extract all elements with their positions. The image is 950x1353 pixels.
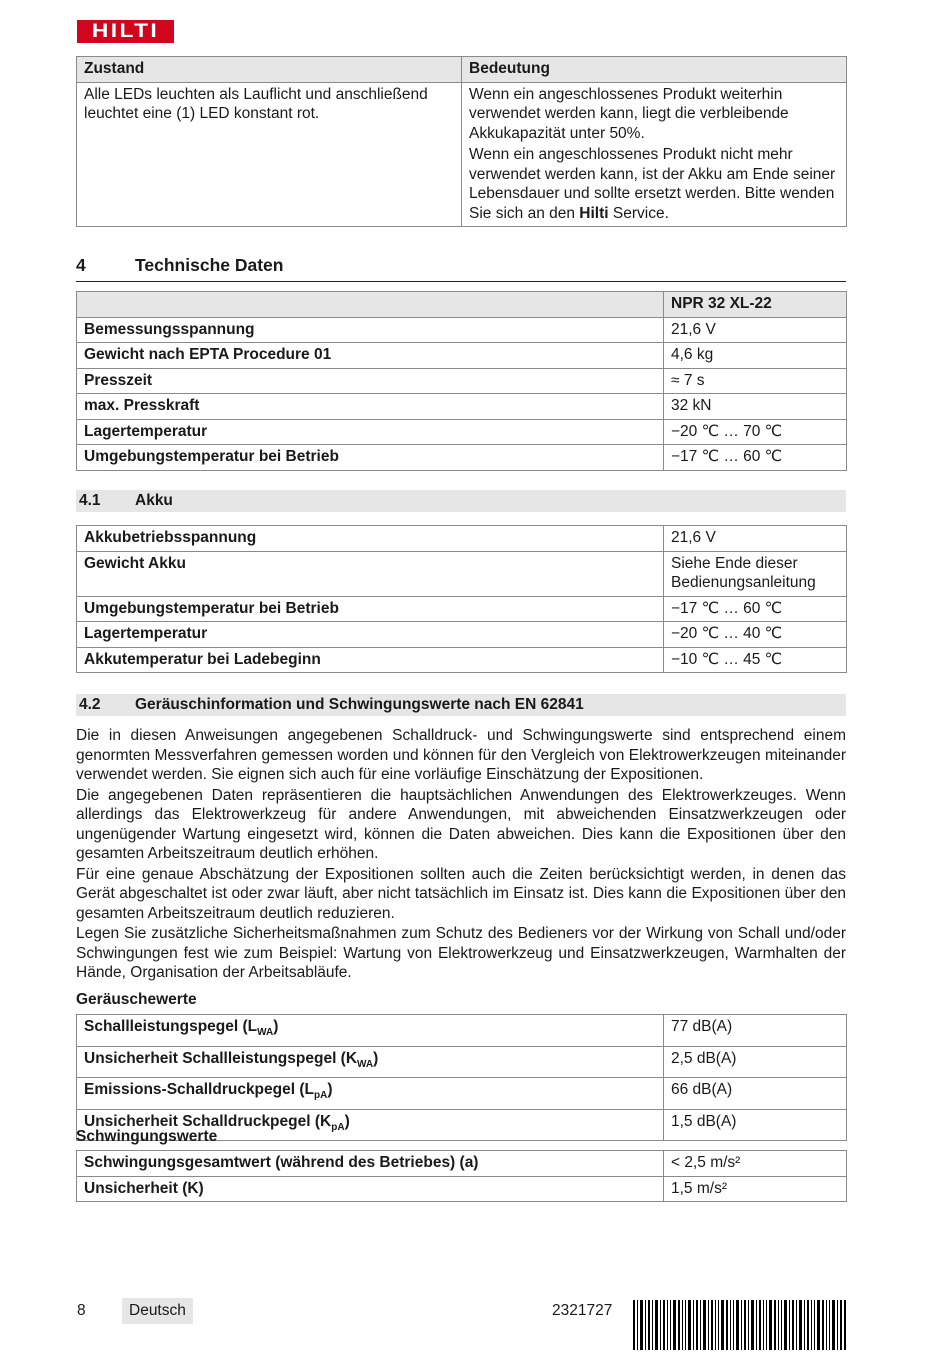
label-subscript: pA	[313, 1090, 328, 1102]
label-close: )	[344, 1112, 350, 1130]
table-row	[77, 1015, 847, 1047]
section-number: 4	[76, 255, 86, 275]
bedeutung-text-1: Wenn ein angeschlossenes Produkt weiterhin verwendet werden kann, liegt die verbleibende Akkukapazität unter 50%.	[469, 85, 789, 142]
section-title: Akku	[135, 492, 173, 509]
label-subscript: pA	[331, 1121, 345, 1133]
table-row	[77, 526, 847, 552]
empty-header	[77, 292, 664, 318]
barcode-icon	[633, 1300, 846, 1350]
row-label	[77, 1046, 664, 1078]
vibration-values-label: Schwingungswerte	[76, 1128, 218, 1145]
hilti-logo	[77, 20, 174, 43]
document-code: 2321727	[552, 1302, 613, 1319]
table-row	[77, 394, 847, 420]
row-value: −20 ℃ … 70 ℃	[664, 419, 847, 445]
table-row	[77, 1176, 847, 1202]
table-row	[77, 1151, 847, 1177]
row-label: Gewicht nach EPTA Procedure 01	[77, 343, 664, 369]
noise-values-label: Geräuschewerte	[76, 991, 197, 1008]
section-4-2-heading	[76, 694, 846, 716]
bedeutung-text-2-post: Service.	[608, 204, 669, 222]
row-value: Siehe Ende dieser Bedienungsanleitung	[664, 551, 847, 596]
row-value: 32 kN	[664, 394, 847, 420]
section-title: Technische Daten	[135, 255, 284, 275]
hilti-bold: Hilti	[579, 204, 609, 222]
row-value: −17 ℃ … 60 ℃	[664, 596, 847, 622]
section-number: 4.1	[79, 492, 101, 509]
row-value: 21,6 V	[664, 317, 847, 343]
row-label: max. Presskraft	[77, 394, 664, 420]
row-value: 4,6 kg	[664, 343, 847, 369]
logo-text: HILTI	[91, 21, 160, 42]
page-number: 8	[77, 1302, 86, 1319]
paragraph: Die angegebenen Daten repräsentieren die hauptsächlichen Anwendungen des Elektrowerkzeuges. Wenn allerdings das Elektrowerkzeug für andere Anwendungen, mit abweichenden Einsatzwerkzeugen oder ungenügender Wartung eingesetzt wird, können die Daten abweichen. Dies kann die Expositionen über den gesamten Arbeitszeitraum deutlich erhöhen.	[76, 786, 846, 862]
row-value: 66 dB(A)	[664, 1078, 847, 1110]
akku-table	[76, 525, 847, 673]
table-row	[77, 82, 847, 227]
label-subscript: WA	[357, 1058, 374, 1070]
row-value: −20 ℃ … 40 ℃	[664, 622, 847, 648]
model-header: NPR 32 XL-22	[664, 292, 847, 318]
table-row	[77, 419, 847, 445]
noise-table	[76, 1014, 847, 1141]
row-label: Presszeit	[77, 368, 664, 394]
label-text: Unsicherheit Schallleistungspegel (K	[84, 1049, 358, 1067]
row-label: Akkubetriebsspannung	[77, 526, 664, 552]
label-text: Schallleistungspegel (L	[84, 1018, 258, 1035]
row-label	[77, 1078, 664, 1110]
row-value: 21,6 V	[664, 526, 847, 552]
table-row	[77, 317, 847, 343]
row-label: Unsicherheit (K)	[77, 1176, 664, 1202]
section-4-1-heading	[76, 490, 846, 512]
row-value: 2,5 dB(A)	[664, 1046, 847, 1078]
row-label: Lagertemperatur	[77, 622, 664, 648]
row-value: 77 dB(A)	[664, 1015, 847, 1047]
section-number: 4.2	[79, 696, 101, 713]
table-row	[77, 343, 847, 369]
row-label	[77, 1015, 664, 1047]
row-value: 1,5 dB(A)	[664, 1109, 847, 1141]
row-label: Lagertemperatur	[77, 419, 664, 445]
label-close: )	[327, 1081, 333, 1099]
vibration-table	[76, 1150, 847, 1202]
row-value: < 2,5 m/s²	[664, 1151, 847, 1177]
language-badge: Deutsch	[122, 1298, 193, 1324]
tech-data-header	[77, 292, 847, 318]
status-table	[76, 56, 847, 227]
row-label: Umgebungstemperatur bei Betrieb	[77, 596, 664, 622]
noise-info-text	[76, 726, 846, 984]
row-value: ≈ 7 s	[664, 368, 847, 394]
bedeutung-text-2	[469, 145, 839, 223]
table-row	[77, 647, 847, 673]
table-row	[77, 1078, 847, 1110]
label-close: )	[373, 1049, 379, 1067]
table-row	[77, 622, 847, 648]
row-value: 1,5 m/s²	[664, 1176, 847, 1202]
row-label: Bemessungsspannung	[77, 317, 664, 343]
section-4-heading	[76, 255, 846, 282]
status-table-header	[77, 57, 847, 83]
header-zustand: Zustand	[77, 57, 462, 83]
section-title: Geräuschinformation und Schwingungswerte nach EN 62841	[135, 696, 584, 713]
paragraph: Legen Sie zusätzliche Sicherheitsmaßnahmen zum Schutz des Bedieners vor der Wirkung von Schall und/oder Schwingungen fest wie zum Beispiel: Wartung von Elektrowerkzeug und Einsatzwerkzeugen, Warmhalten der Hände, Organisation der Arbeitsabläufe.	[76, 925, 846, 981]
header-bedeutung: Bedeutung	[462, 57, 847, 83]
row-value: −17 ℃ … 60 ℃	[664, 445, 847, 471]
row-value: −10 ℃ … 45 ℃	[664, 647, 847, 673]
paragraph: Für eine genaue Abschätzung der Expositionen sollten auch die Zeiten berücksichtigt werden, in denen das Gerät abgeschaltet ist oder zwar läuft, aber nicht tatsächlich im Einsatz ist. Dies kann die Expositionen über den gesamten Arbeitszeitraum deutlich reduzieren.	[76, 865, 846, 922]
table-row	[77, 445, 847, 471]
row-label: Schwingungsgesamtwert (während des Betriebes) (a)	[77, 1151, 664, 1177]
table-row	[77, 596, 847, 622]
row-label: Gewicht Akku	[77, 551, 664, 596]
label-subscript: WA	[257, 1027, 274, 1039]
table-row	[77, 551, 847, 596]
table-row	[77, 1046, 847, 1078]
label-text: Emissions-Schalldruckpegel (L	[84, 1081, 314, 1099]
table-row	[77, 368, 847, 394]
tech-data-table	[76, 291, 847, 471]
label-close: )	[273, 1018, 279, 1035]
row-label: Umgebungstemperatur bei Betrieb	[77, 445, 664, 471]
bedeutung-cell	[462, 82, 847, 227]
row-label: Akkutemperatur bei Ladebeginn	[77, 647, 664, 673]
zustand-cell: Alle LEDs leuchten als Lauflicht und anschließend leuchtet eine (1) LED konstant rot.	[77, 82, 462, 227]
bedeutung-text-2-pre: Wenn ein angeschlossenes Produkt nicht mehr verwendet werden kann, ist der Akku am Ende seiner Lebensdauer und sollte ersetzt werden. Bitte wenden Sie sich an den	[469, 146, 836, 222]
paragraph: Die in diesen Anweisungen angegebenen Schalldruck- und Schwingungswerte sind entsprechend einem genormten Messverfahren gemessen worden und können für den Vergleich von Elektrowerkzeugen miteinander verwendet werden. Sie eignen sich auch für eine vorläufige Einschätzung der Expositionen.	[76, 727, 846, 783]
label-text: Unsicherheit Schalldruckpegel (K	[84, 1112, 332, 1130]
